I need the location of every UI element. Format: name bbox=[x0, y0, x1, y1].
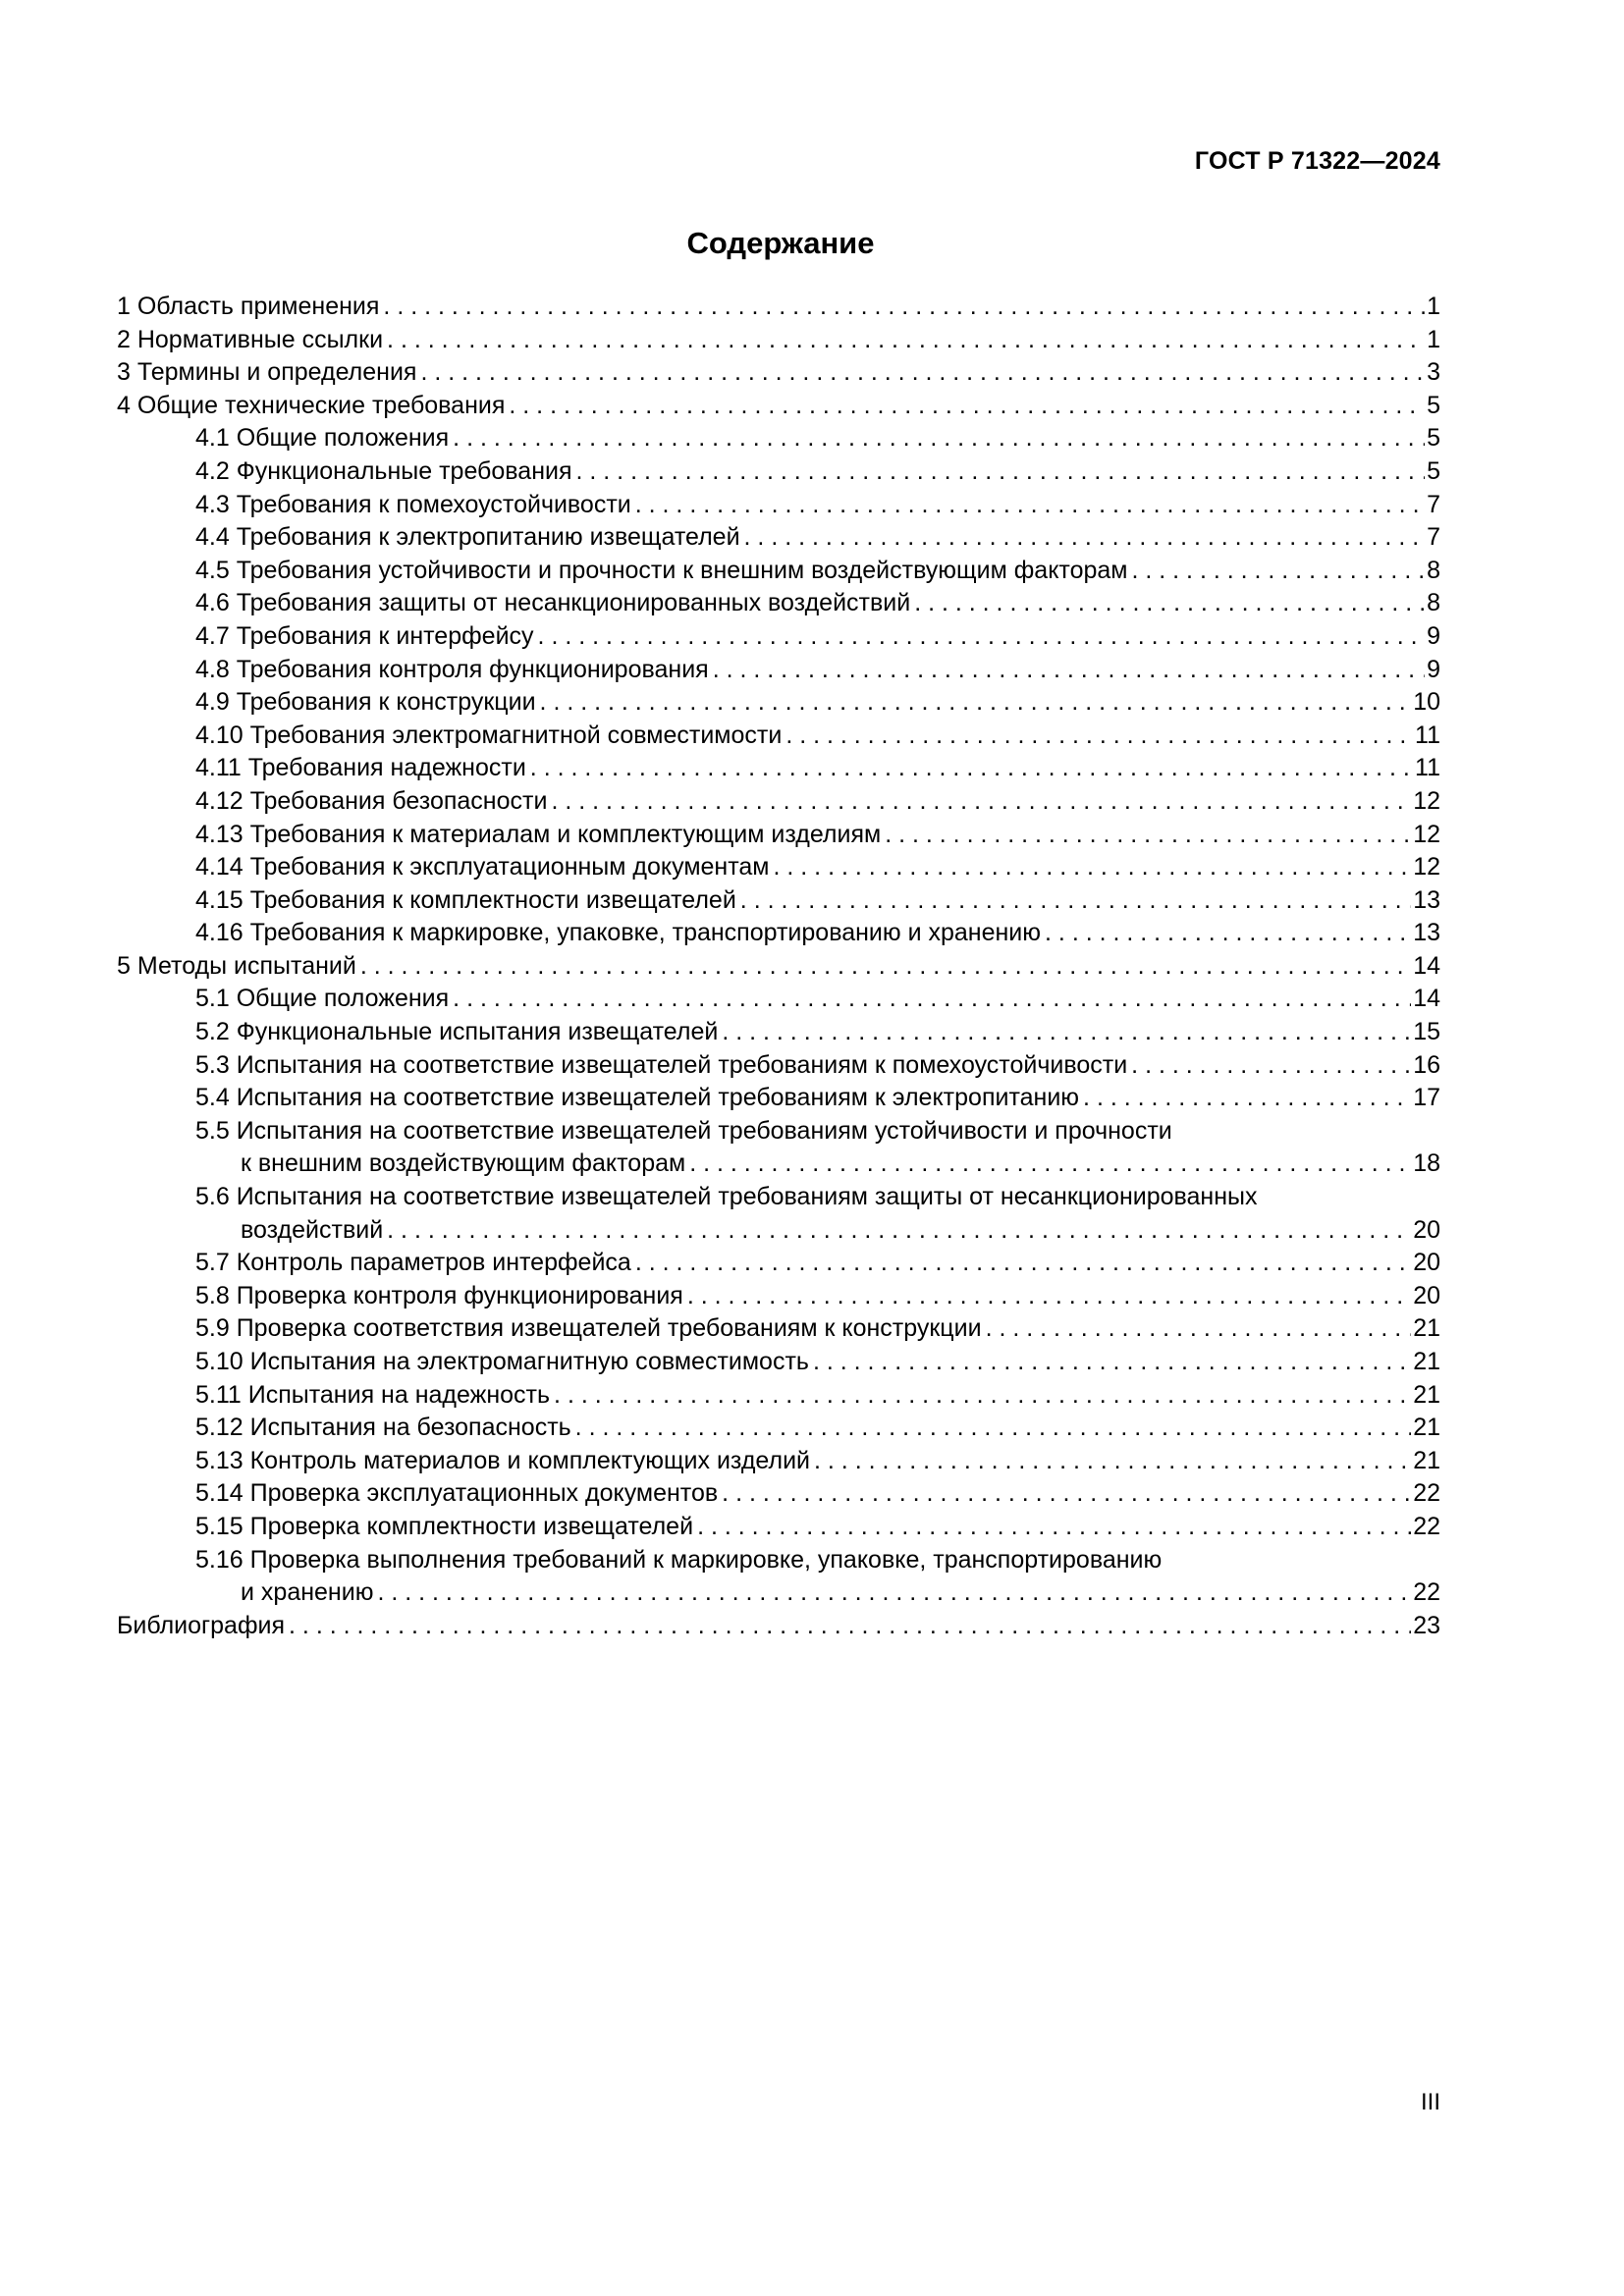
toc-entry-page: 13 bbox=[1413, 885, 1440, 914]
toc-entry[interactable] bbox=[117, 1346, 1440, 1379]
toc-entry-title: 4.9 Требования к конструкции bbox=[195, 688, 536, 717]
toc-entry[interactable] bbox=[117, 1312, 1440, 1346]
dot-leader bbox=[1083, 1082, 1411, 1115]
toc-entry[interactable] bbox=[117, 1082, 1440, 1115]
toc-entry-page: 22 bbox=[1413, 1479, 1440, 1508]
toc-entry-continuation bbox=[195, 1576, 1440, 1610]
toc-entry-title: 5.3 Испытания на соответствие извещателей требованиям к помехоустойчивости bbox=[195, 1050, 1128, 1079]
toc-entry-page: 22 bbox=[1413, 1512, 1440, 1540]
toc-entry-title: 5.4 Испытания на соответствие извещателей требованиям к электропитанию bbox=[195, 1084, 1080, 1112]
toc-entry-page: 7 bbox=[1427, 490, 1440, 518]
dot-leader bbox=[635, 1247, 1411, 1280]
toc-entry-title: 5.10 Испытания на электромагнитную совместимость bbox=[195, 1348, 809, 1375]
toc-entry[interactable] bbox=[117, 983, 1440, 1016]
toc-entry[interactable] bbox=[117, 851, 1440, 884]
dot-leader bbox=[1131, 555, 1425, 588]
toc-entry-title: 4.15 Требования к комплектности извещателей bbox=[195, 885, 736, 914]
toc-entry-page: 8 bbox=[1427, 556, 1440, 584]
toc-entry-page: 20 bbox=[1413, 1215, 1440, 1244]
toc-entry[interactable] bbox=[117, 785, 1440, 819]
toc-entry[interactable] bbox=[117, 422, 1440, 455]
toc-entry[interactable] bbox=[117, 1610, 1440, 1643]
toc-entry-title: 4.12 Требования безопасности bbox=[195, 786, 548, 815]
dot-leader bbox=[785, 720, 1413, 753]
dot-leader bbox=[453, 983, 1411, 1016]
dot-leader bbox=[540, 686, 1412, 720]
dot-leader bbox=[986, 1312, 1412, 1346]
toc-entry-page: 13 bbox=[1413, 919, 1440, 947]
toc-entry-page: 20 bbox=[1413, 1281, 1440, 1309]
toc-entry-page: 21 bbox=[1413, 1314, 1440, 1343]
dot-leader bbox=[635, 489, 1425, 522]
toc-entry[interactable] bbox=[117, 1477, 1440, 1511]
toc-entry-title: 4.11 Требования надежности bbox=[195, 754, 526, 782]
toc-entry[interactable] bbox=[117, 917, 1440, 950]
toc-entry-title-cont: к внешним воздействующим факторам bbox=[241, 1149, 686, 1178]
toc-entry-title: 4.3 Требования к помехоустойчивости bbox=[195, 490, 631, 518]
toc-entry-page: 22 bbox=[1413, 1578, 1440, 1607]
toc-entry-title: 4 Общие технические требования bbox=[117, 391, 506, 419]
toc-entry-title-cont: воздействий bbox=[241, 1215, 384, 1244]
dot-leader bbox=[576, 455, 1426, 489]
toc-entry[interactable] bbox=[117, 1049, 1440, 1083]
toc-entry-title: 4.1 Общие положения bbox=[195, 424, 450, 453]
toc-entry-page: 3 bbox=[1427, 358, 1440, 387]
toc-entry-title: 4.4 Требования к электропитанию извещателей bbox=[195, 523, 740, 552]
dot-leader bbox=[554, 1379, 1411, 1413]
toc-entry-title: 5 Методы испытаний bbox=[117, 951, 356, 980]
dot-leader bbox=[713, 654, 1425, 687]
toc-entry-page: 16 bbox=[1413, 1050, 1440, 1079]
toc-entry-title: 5.1 Общие положения bbox=[195, 985, 450, 1013]
dot-leader bbox=[289, 1610, 1411, 1643]
toc-entry-page: 14 bbox=[1413, 951, 1440, 980]
toc-entry-title: 2 Нормативные ссылки bbox=[117, 325, 384, 353]
dot-leader bbox=[1131, 1049, 1411, 1083]
toc-entry[interactable] bbox=[117, 1511, 1440, 1544]
toc-entry[interactable] bbox=[117, 1445, 1440, 1478]
dot-leader bbox=[687, 1280, 1411, 1313]
toc-entry[interactable] bbox=[117, 291, 1440, 324]
toc-entry-page: 8 bbox=[1427, 589, 1440, 617]
toc-entry-title: 4.14 Требования к эксплуатационным документам bbox=[195, 853, 770, 881]
toc-entry[interactable] bbox=[117, 1247, 1440, 1280]
toc-entry-title: 5.2 Функциональные испытания извещателей bbox=[195, 1018, 719, 1046]
toc-entry-title: 4.5 Требования устойчивости и прочности к внешним воздействующим факторам bbox=[195, 556, 1128, 584]
dot-leader bbox=[697, 1511, 1411, 1544]
toc-entry-page: 21 bbox=[1413, 1446, 1440, 1474]
dot-leader bbox=[722, 1016, 1411, 1049]
toc-entry[interactable] bbox=[117, 390, 1440, 423]
toc-entry[interactable] bbox=[117, 1181, 1440, 1247]
dot-leader bbox=[689, 1148, 1411, 1181]
toc-entry[interactable] bbox=[117, 521, 1440, 555]
toc-entry-title: 3 Термины и определения bbox=[117, 358, 417, 387]
toc-entry[interactable] bbox=[117, 324, 1440, 357]
document-code: ГОСТ Р 71322—2024 bbox=[1194, 147, 1440, 175]
toc-entry-page: 12 bbox=[1413, 820, 1440, 848]
toc-entry-page: 9 bbox=[1427, 655, 1440, 683]
toc-entry-title: 5.11 Испытания на надежность bbox=[195, 1380, 551, 1409]
dot-leader bbox=[551, 785, 1411, 819]
toc-entry-title: 5.7 Контроль параметров интерфейса bbox=[195, 1249, 631, 1277]
table-of-contents bbox=[117, 291, 1440, 1642]
toc-entry-title: 5.8 Проверка контроля функционирования bbox=[195, 1281, 683, 1309]
toc-entry-title: Библиография bbox=[117, 1611, 286, 1639]
toc-entry-title: 5.6 Испытания на соответствие извещателей требованиям защиты от несанкционированных bbox=[195, 1183, 1258, 1211]
dot-leader bbox=[509, 390, 1425, 423]
toc-entry-page: 7 bbox=[1427, 523, 1440, 552]
toc-entry-page: 23 bbox=[1413, 1611, 1440, 1639]
toc-entry-page: 5 bbox=[1427, 456, 1440, 485]
toc-entry-continuation bbox=[195, 1148, 1440, 1181]
toc-entry-page: 15 bbox=[1413, 1018, 1440, 1046]
dot-leader bbox=[377, 1576, 1411, 1610]
toc-entry[interactable] bbox=[117, 356, 1440, 390]
toc-entry-title: 5.13 Контроль материалов и комплектующих изделий bbox=[195, 1446, 811, 1474]
dot-leader bbox=[387, 1214, 1411, 1248]
toc-entry-page: 17 bbox=[1413, 1084, 1440, 1112]
toc-entry[interactable] bbox=[117, 1115, 1440, 1181]
dot-leader bbox=[360, 950, 1411, 984]
toc-entry[interactable] bbox=[117, 1379, 1440, 1413]
dot-leader bbox=[744, 521, 1426, 555]
dot-leader bbox=[814, 1445, 1411, 1478]
toc-entry-page: 5 bbox=[1427, 391, 1440, 419]
toc-entry-title: 4.2 Функциональные требования bbox=[195, 456, 572, 485]
toc-entry-title: 1 Область применения bbox=[117, 293, 380, 320]
toc-entry-page: 11 bbox=[1415, 754, 1440, 782]
dot-leader bbox=[420, 356, 1425, 390]
toc-entry[interactable] bbox=[117, 620, 1440, 654]
toc-title: Содержание bbox=[686, 226, 875, 260]
dot-leader bbox=[383, 291, 1425, 324]
dot-leader bbox=[914, 587, 1425, 620]
toc-entry[interactable] bbox=[117, 884, 1440, 918]
toc-entry-page: 5 bbox=[1427, 424, 1440, 453]
toc-entry-title: 5.15 Проверка комплектности извещателей bbox=[195, 1512, 694, 1540]
toc-entry-page: 21 bbox=[1413, 1380, 1440, 1409]
dot-leader bbox=[387, 324, 1425, 357]
dot-leader bbox=[722, 1477, 1411, 1511]
toc-entry-page: 1 bbox=[1427, 293, 1440, 320]
toc-entry-page: 9 bbox=[1427, 621, 1440, 650]
toc-entry-title: 4.10 Требования электромагнитной совместимости bbox=[195, 721, 783, 749]
dot-leader bbox=[453, 422, 1425, 455]
toc-entry-page: 12 bbox=[1413, 853, 1440, 881]
toc-entry-page: 21 bbox=[1413, 1414, 1440, 1442]
toc-entry-title-cont: и хранению bbox=[241, 1578, 374, 1607]
dot-leader bbox=[530, 752, 1413, 785]
toc-entry-title: 4.7 Требования к интерфейсу bbox=[195, 621, 534, 650]
toc-entry-title: 5.5 Испытания на соответствие извещателей требованиям устойчивости и прочности bbox=[195, 1116, 1172, 1145]
toc-entry-title: 4.13 Требования к материалам и комплектующим изделиям bbox=[195, 820, 882, 848]
toc-entry[interactable] bbox=[117, 455, 1440, 489]
toc-entry[interactable] bbox=[117, 819, 1440, 852]
dot-leader bbox=[813, 1346, 1411, 1379]
toc-entry[interactable] bbox=[117, 686, 1440, 720]
toc-entry-title: 5.16 Проверка выполнения требований к маркировке, упаковке, транспортированию bbox=[195, 1545, 1163, 1574]
toc-entry-continuation bbox=[195, 1214, 1440, 1248]
toc-entry[interactable] bbox=[117, 1280, 1440, 1313]
toc-entry[interactable] bbox=[117, 950, 1440, 984]
toc-entry-page: 11 bbox=[1415, 721, 1440, 749]
toc-entry[interactable] bbox=[117, 654, 1440, 687]
toc-entry[interactable] bbox=[117, 555, 1440, 588]
page-number: III bbox=[1420, 2089, 1440, 2115]
toc-entry-title: 4.8 Требования контроля функционирования bbox=[195, 655, 709, 683]
toc-entry[interactable] bbox=[117, 1544, 1440, 1610]
toc-entry-page: 1 bbox=[1427, 325, 1440, 353]
toc-entry-page: 20 bbox=[1413, 1249, 1440, 1277]
dot-leader bbox=[1045, 917, 1411, 950]
toc-entry-title: 4.6 Требования защиты от несанкционированных воздействий bbox=[195, 589, 911, 617]
dot-leader bbox=[774, 851, 1412, 884]
toc-entry-title: 4.16 Требования к маркировке, упаковке, транспортированию и хранению bbox=[195, 919, 1042, 947]
toc-entry[interactable] bbox=[117, 1016, 1440, 1049]
toc-entry[interactable] bbox=[117, 752, 1440, 785]
toc-entry[interactable] bbox=[117, 587, 1440, 620]
toc-entry-page: 10 bbox=[1413, 688, 1440, 717]
toc-entry[interactable] bbox=[117, 489, 1440, 522]
dot-leader bbox=[538, 620, 1426, 654]
toc-entry-page: 14 bbox=[1413, 985, 1440, 1013]
toc-entry[interactable] bbox=[117, 720, 1440, 753]
dot-leader bbox=[575, 1412, 1412, 1445]
toc-entry-title: 5.14 Проверка эксплуатационных документов bbox=[195, 1479, 719, 1508]
dot-leader bbox=[885, 819, 1411, 852]
toc-entry-page: 21 bbox=[1413, 1348, 1440, 1375]
toc-entry-page: 18 bbox=[1413, 1149, 1440, 1178]
toc-entry[interactable] bbox=[117, 1412, 1440, 1445]
toc-entry-page: 12 bbox=[1413, 786, 1440, 815]
toc-entry-title: 5.12 Испытания на безопасность bbox=[195, 1414, 571, 1442]
toc-entry-title: 5.9 Проверка соответствия извещателей требованиям к конструкции bbox=[195, 1314, 982, 1343]
dot-leader bbox=[740, 884, 1411, 918]
